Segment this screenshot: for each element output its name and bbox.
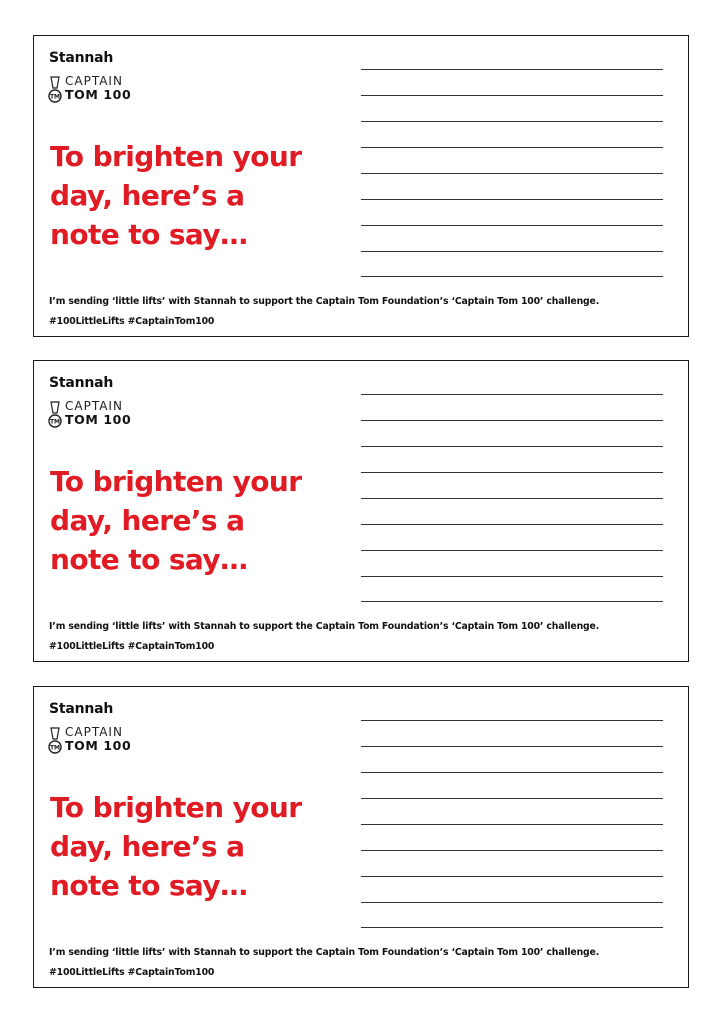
logo-captain-text: CAPTAIN (65, 725, 123, 739)
writing-line (361, 147, 663, 148)
logo-captain-text: CAPTAIN (65, 74, 123, 88)
hashtags: #100LittleLifts #CaptainTom100 (49, 316, 215, 327)
writing-line (361, 927, 663, 928)
captain-tom-100-logo (48, 726, 158, 756)
captain-tom-100-logo (48, 75, 158, 105)
writing-line (361, 498, 663, 499)
writing-line (361, 576, 663, 577)
headline-line: day, here’s a (50, 504, 245, 537)
writing-line (361, 550, 663, 551)
writing-line (361, 394, 663, 395)
support-message: I’m sending ‘little lifts’ with Stannah to support the Captain Tom Foundation’s ‘Captain Tom 100’ challenge. (49, 947, 600, 958)
writing-area[interactable] (361, 720, 663, 928)
writing-line (361, 876, 663, 877)
logo-tom-100-text: TOM 100 (65, 87, 132, 102)
writing-line (361, 173, 663, 174)
writing-line (361, 420, 663, 421)
note-card (33, 35, 689, 337)
headline (50, 137, 350, 254)
headline-line: note to say… (50, 218, 248, 251)
footer-message (49, 292, 679, 332)
writing-line (361, 902, 663, 903)
svg-text:TM: TM (49, 744, 61, 752)
writing-line (361, 772, 663, 773)
writing-line (361, 824, 663, 825)
headline-line: day, here’s a (50, 830, 245, 863)
writing-line (361, 746, 663, 747)
headline-line: day, here’s a (50, 179, 245, 212)
writing-line (361, 472, 663, 473)
headline-line: To brighten your (50, 791, 302, 824)
writing-line (361, 69, 663, 70)
headline-line: To brighten your (50, 140, 302, 173)
writing-line (361, 121, 663, 122)
logo-tom-100-text: TOM 100 (65, 412, 132, 427)
writing-line (361, 850, 663, 851)
stannah-brand-logo: Stannah (49, 375, 114, 391)
writing-area[interactable] (361, 69, 663, 277)
medal-icon (48, 76, 62, 104)
headline (50, 462, 350, 579)
support-message: I’m sending ‘little lifts’ with Stannah to support the Captain Tom Foundation’s ‘Captain Tom 100’ challenge. (49, 296, 600, 307)
captain-tom-100-logo (48, 400, 158, 430)
writing-line (361, 95, 663, 96)
writing-line (361, 601, 663, 602)
footer-message (49, 943, 679, 983)
footer-message (49, 617, 679, 657)
note-card (33, 360, 689, 662)
writing-line (361, 524, 663, 525)
headline-line: note to say… (50, 543, 248, 576)
stannah-brand-logo: Stannah (49, 50, 114, 66)
medal-icon (48, 727, 62, 755)
stannah-brand-logo: Stannah (49, 701, 114, 717)
support-message: I’m sending ‘little lifts’ with Stannah to support the Captain Tom Foundation’s ‘Captain Tom 100’ challenge. (49, 621, 600, 632)
writing-line (361, 199, 663, 200)
headline-line: To brighten your (50, 465, 302, 498)
writing-line (361, 720, 663, 721)
medal-icon (48, 401, 62, 429)
svg-text:TM: TM (49, 418, 61, 426)
headline (50, 788, 350, 905)
writing-area[interactable] (361, 394, 663, 602)
note-card (33, 686, 689, 988)
hashtags: #100LittleLifts #CaptainTom100 (49, 967, 215, 978)
writing-line (361, 276, 663, 277)
logo-captain-text: CAPTAIN (65, 399, 123, 413)
hashtags: #100LittleLifts #CaptainTom100 (49, 641, 215, 652)
writing-line (361, 798, 663, 799)
writing-line (361, 225, 663, 226)
headline-line: note to say… (50, 869, 248, 902)
svg-text:TM: TM (49, 93, 61, 101)
writing-line (361, 251, 663, 252)
writing-line (361, 446, 663, 447)
logo-tom-100-text: TOM 100 (65, 738, 132, 753)
